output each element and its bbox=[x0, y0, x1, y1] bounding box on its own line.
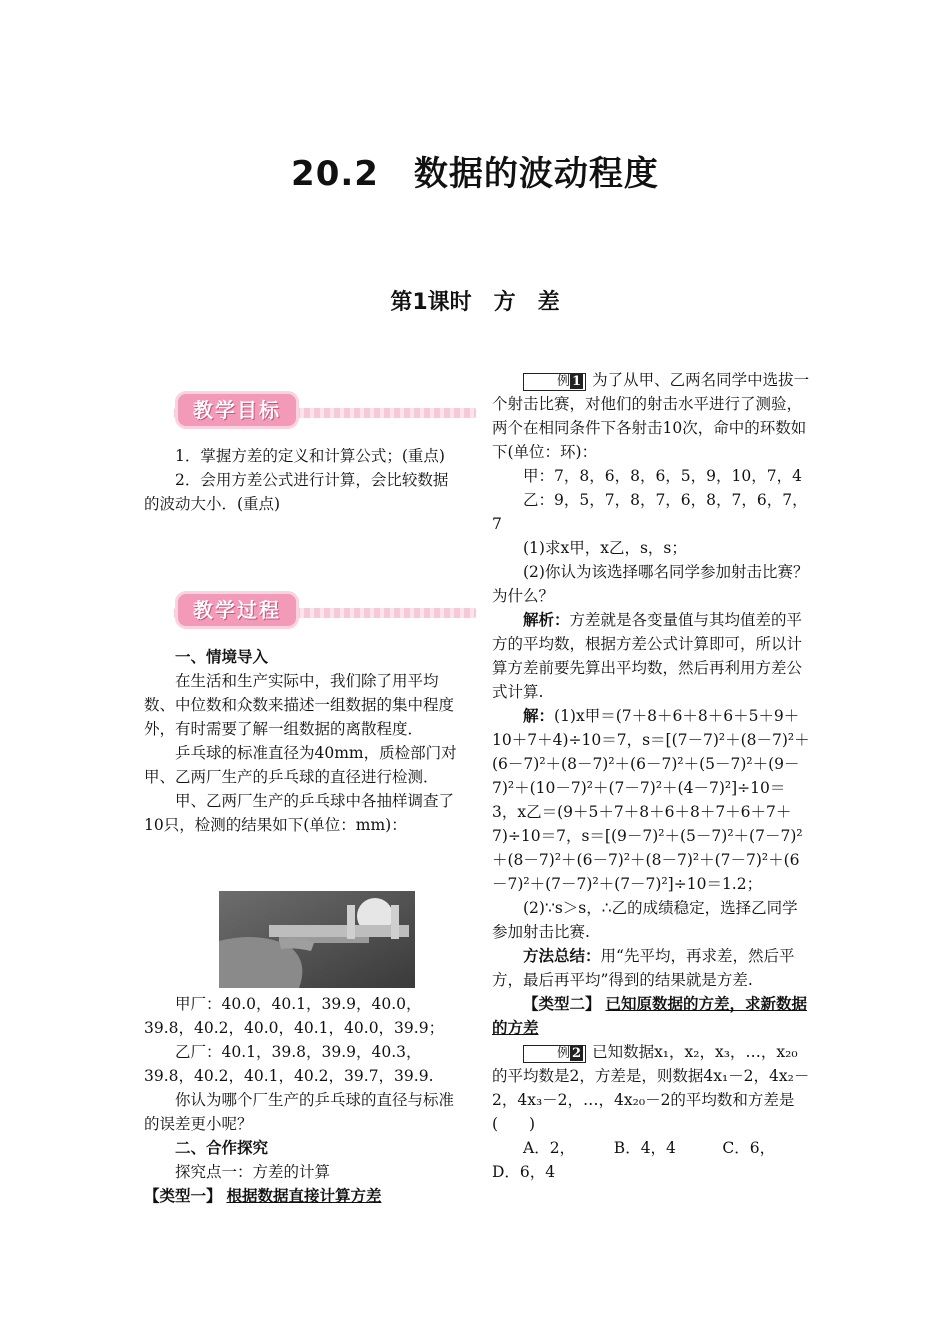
type2-title: 已知原数据的方差，求新数据的方差 bbox=[492, 995, 807, 1037]
analysis-text: 方差就是各变量值与其均值差的平方的平均数，根据方差公式计算即可，所以计算方差前要先算出平均数，然后再利用方差公式计算. bbox=[492, 611, 803, 701]
example-1 bbox=[492, 368, 810, 1184]
example-1-yi: 乙：9，5，7，8，7，6，8，7，6，7，7 bbox=[492, 491, 808, 533]
method-text: 用“先平均，再求差，然后平方，最后再平均”得到的结果就是方差. bbox=[492, 947, 795, 989]
process-banner bbox=[144, 590, 476, 630]
goal-item: 2．会用方差公式进行计算，会比较数据的波动大小．(重点) bbox=[144, 471, 449, 513]
intro-heading: 一、情境导入 bbox=[175, 648, 269, 666]
process-banner-label: 教学过程 bbox=[193, 598, 281, 622]
caliper-photo bbox=[219, 891, 415, 988]
intro-paragraph: 乒乓球的标准直径为40mm，质检部门对甲、乙两厂生产的乒乓球的直径进行检测． bbox=[144, 744, 457, 786]
explore-point: 探究点一：方差的计算 bbox=[175, 1163, 331, 1181]
caliper-image-icon bbox=[219, 891, 415, 988]
type1-tag: 【类型一】 bbox=[144, 1187, 222, 1205]
analysis-label: 解析： bbox=[523, 611, 570, 629]
lesson-subtitle: 第1课时 方 差 bbox=[390, 290, 560, 315]
goals-list bbox=[144, 444, 462, 516]
goal-item: 1．掌握方差的定义和计算公式；(重点) bbox=[175, 447, 445, 465]
factory-jia-data: 甲厂：40.0，40.1，39.9，40.0，39.8，40.2，40.0，40.1，40.0，39.9； bbox=[144, 995, 445, 1037]
example-1-tag: 例 1 bbox=[523, 373, 586, 391]
example-1-jia: 甲：7，8，6，8，6，5，9，10，7，4 bbox=[523, 467, 802, 485]
solution-part-1: (1)x甲＝(7＋8＋6＋8＋6＋5＋9＋10＋7＋4)÷10＝7，s＝[(7－7)²＋(8－7)²＋(6－7)²＋(8－7)²＋(6－7)²＋(5－7)²＋(9－7)²＋(10－7)²＋(7－7)²＋(4－7)²]÷10＝3，x乙＝(9＋5＋7＋8＋6＋8＋7＋6＋7＋7)÷10＝7，s＝[(9－7)²＋(5－7)²＋(7－7)²＋(8－7)²＋(6－7)²＋(8－7)²＋(7－7)²＋(6－7)²＋(7－7)²＋(7－7)²]÷10＝1.2； bbox=[492, 707, 810, 893]
factory-yi-data: 乙厂：40.1，39.8，39.9，40.3，39.8，40.2，40.1，40.2，39.7，39.9. bbox=[144, 1043, 434, 1085]
goals-banner bbox=[144, 390, 476, 430]
method-label: 方法总结： bbox=[523, 947, 601, 965]
type2-tag: 【类型二】 bbox=[523, 995, 601, 1013]
example-1-q2: (2)你认为该选择哪名同学参加射击比赛？为什么？ bbox=[492, 563, 809, 605]
explore-heading: 二、合作探究 bbox=[175, 1139, 269, 1157]
type1-title: 根据数据直接计算方差 bbox=[226, 1187, 382, 1205]
solution-part-2: (2)∵s＞s，∴乙的成绩稳定，选择乙同学参加射击比赛. bbox=[492, 899, 798, 941]
intro-section-top bbox=[144, 645, 462, 837]
intro-question: 你认为哪个厂生产的乒乓球的直径与标准的误差更小呢？ bbox=[144, 1091, 455, 1133]
intro-paragraph: 甲、乙两厂生产的乒乓球中各抽样调查了10只，检测的结果如下(单位：mm)： bbox=[144, 792, 455, 834]
page-title: 20.2 数据的波动程度 bbox=[291, 154, 659, 194]
goals-banner-label: 教学目标 bbox=[193, 398, 281, 422]
solution-label: 解： bbox=[523, 707, 555, 725]
example-1-q1: (1)求x甲，x乙，s，s； bbox=[523, 539, 687, 557]
example-2-options: A．2， B．4，4 C．6， D．6，4 bbox=[492, 1139, 799, 1181]
example-2-stem: 已知数据x₁，x₂，x₃，…，x₂₀的平均数是2，方差是，则数据4x₁－2，4x₂－2，4x₃－2，…，4x₂₀－2的平均数和方差是( ) bbox=[492, 1043, 810, 1133]
example-2-tag: 例 2 bbox=[523, 1045, 586, 1063]
intro-section-bottom bbox=[144, 992, 462, 1208]
example-1-stem: 为了从甲、乙两名同学中选拔一个射击比赛，对他们的射击水平进行了测验，两个在相同条件下各射击10次，命中的环数如下(单位：环)： bbox=[492, 371, 810, 461]
intro-paragraph: 在生活和生产实际中，我们除了用平均数、中位数和众数来描述一组数据的集中程度外，有时需要了解一组数据的离散程度． bbox=[144, 672, 455, 738]
